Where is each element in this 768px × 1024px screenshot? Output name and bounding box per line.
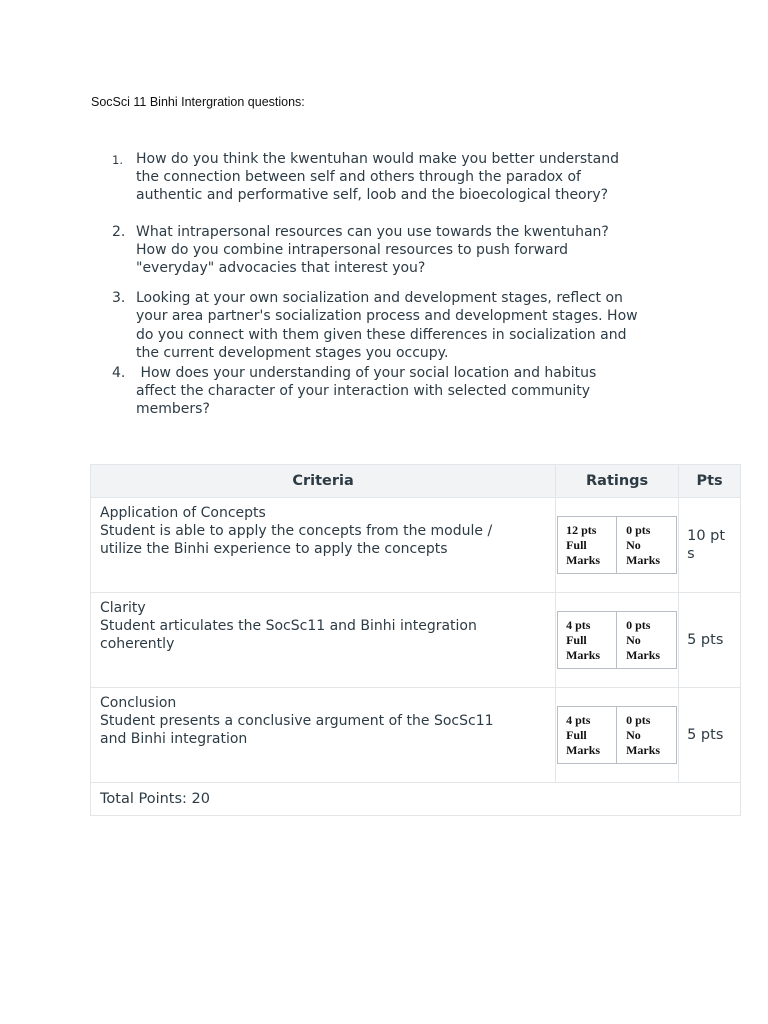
criterion-title: Conclusion xyxy=(100,695,177,711)
total-points: Total Points: 20 xyxy=(91,783,741,816)
rating-points: 4 pts xyxy=(566,618,591,632)
rating-full-marks[interactable] xyxy=(558,612,616,668)
rating-no-marks[interactable] xyxy=(616,517,676,573)
rating-no-marks[interactable] xyxy=(616,707,676,763)
rubric-total-row xyxy=(91,783,741,816)
question-list xyxy=(112,150,682,419)
question-text-line: members? xyxy=(136,401,210,418)
question-text-line: How does your understanding of your social location and habitus xyxy=(136,365,597,382)
criterion-description: Student is able to apply the concepts from the module / xyxy=(100,523,493,540)
points-value: 10 pt xyxy=(687,527,726,544)
question-text-line: your area partner's socialization process and development stages. How xyxy=(136,308,638,325)
rating-options xyxy=(557,516,677,574)
rating-label: Marks xyxy=(626,743,661,757)
rating-label: No xyxy=(626,538,641,552)
question-text-line: do you connect with them given these differences in socialization and xyxy=(136,326,627,343)
rating-points: 0 pts xyxy=(626,713,651,727)
rating-points: 4 pts xyxy=(566,713,591,727)
question-item xyxy=(112,364,682,419)
rating-full-marks[interactable] xyxy=(558,517,616,573)
rating-options xyxy=(557,611,677,669)
points-value: 5 pts xyxy=(687,631,724,648)
question-number: 4. xyxy=(112,365,126,382)
rating-options xyxy=(557,706,677,764)
rating-full-marks[interactable] xyxy=(558,707,616,763)
rubric-header-row xyxy=(91,465,741,498)
rating-label: Marks xyxy=(626,553,661,567)
points-cell xyxy=(679,688,741,783)
rating-label: Full xyxy=(566,538,587,552)
question-item xyxy=(112,150,682,205)
rating-points: 0 pts xyxy=(626,523,651,537)
criterion-description: utilize the Binhi experience to apply the concepts xyxy=(100,541,448,558)
ratings-cell xyxy=(556,498,679,593)
criterion-description: Student presents a conclusive argument of the SocSc11 xyxy=(100,713,494,730)
rubric-row xyxy=(91,593,741,688)
rating-points: 12 pts xyxy=(566,523,597,537)
rating-label: Marks xyxy=(566,553,601,567)
criterion-description: Student articulates the SocSc11 and Binhi integration xyxy=(100,618,477,635)
rubric-table xyxy=(90,464,741,816)
rubric-row xyxy=(91,688,741,783)
criterion-description: and Binhi integration xyxy=(100,731,248,748)
rating-label: Full xyxy=(566,633,587,647)
question-text-line: Looking at your own socialization and development stages, reflect on xyxy=(136,290,623,307)
criterion-title: Application of Concepts xyxy=(100,505,266,521)
rating-label: No xyxy=(626,633,641,647)
rating-label: Marks xyxy=(566,648,601,662)
criterion-description: coherently xyxy=(100,636,175,653)
question-text-line: the current development stages you occupy. xyxy=(136,344,449,361)
rubric-row xyxy=(91,498,741,593)
question-text-line: authentic and performative self, loob and the bioecological theory? xyxy=(136,187,609,204)
question-item xyxy=(112,223,682,278)
criteria-header: Criteria xyxy=(91,465,556,498)
points-value: 5 pts xyxy=(687,726,724,743)
pts-header: Pts xyxy=(679,465,741,498)
rating-no-marks[interactable] xyxy=(616,612,676,668)
criterion-cell xyxy=(91,498,556,593)
question-text-line: How do you combine intrapersonal resources to push forward xyxy=(136,241,569,258)
rating-label: Full xyxy=(566,728,587,742)
points-cell xyxy=(679,498,741,593)
rating-label: No xyxy=(626,728,641,742)
points-value: s xyxy=(687,546,695,562)
rating-points: 0 pts xyxy=(626,618,651,632)
ratings-cell xyxy=(556,593,679,688)
rating-label: Marks xyxy=(626,648,661,662)
ratings-header: Ratings xyxy=(556,465,679,498)
question-text-line: How do you think the kwentuhan would make you better understand xyxy=(136,151,619,167)
criterion-cell xyxy=(91,688,556,783)
criterion-title: Clarity xyxy=(100,600,146,616)
question-text-line: "everyday" advocacies that interest you? xyxy=(136,260,426,277)
question-text-line: the connection between self and others through the paradox of xyxy=(136,169,581,186)
document-title: SocSci 11 Binhi Intergration questions: xyxy=(91,95,305,109)
question-number: 3. xyxy=(112,290,126,307)
question-text-line: affect the character of your interaction with selected community xyxy=(136,383,591,400)
points-cell xyxy=(679,593,741,688)
criterion-cell xyxy=(91,593,556,688)
rating-label: Marks xyxy=(566,743,601,757)
question-text-line: What intrapersonal resources can you use towards the kwentuhan? xyxy=(136,223,609,240)
question-number: 1. xyxy=(112,153,123,167)
question-item xyxy=(112,289,682,362)
question-number: 2. xyxy=(112,223,126,240)
ratings-cell xyxy=(556,688,679,783)
